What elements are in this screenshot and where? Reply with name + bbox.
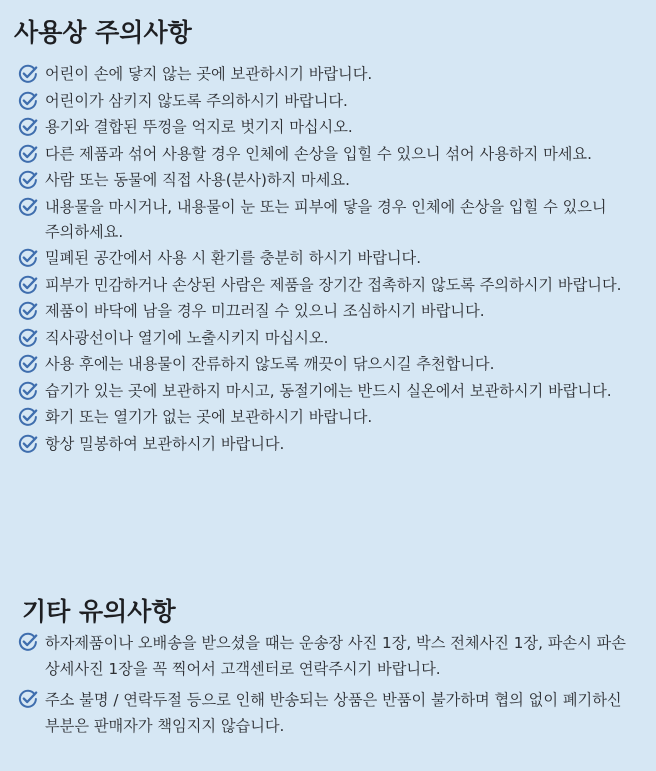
list-item <box>18 168 650 193</box>
section-title-precautions: 사용상 주의사항 <box>14 18 192 47</box>
list-item <box>18 142 650 167</box>
list-item <box>18 405 650 430</box>
precautions-list <box>18 62 650 458</box>
list-item-text: 항상 밀봉하여 보관하시기 바랍니다. <box>45 434 285 453</box>
list-item-text: 주소 불명 / 연락두절 등으로 인해 반송되는 상품은 반품이 불가하며 협의 없이 폐기하신 부분은 판매자가 책임지지 않습니다. <box>45 691 622 735</box>
check-circle-icon <box>18 328 38 348</box>
check-circle-icon <box>18 170 38 190</box>
list-item-text: 직사광선이나 열기에 노출시키지 마십시오. <box>45 328 329 347</box>
list-item-text: 습기가 있는 곳에 보관하지 마시고, 동절기에는 반드시 실온에서 보관하시기 바랍니다. <box>45 381 612 400</box>
list-item-text: 다른 제품과 섞어 사용할 경우 인체에 손상을 입힐 수 있으니 섞어 사용하지 마세요. <box>45 144 592 163</box>
check-circle-icon <box>18 64 38 84</box>
list-item <box>18 687 650 739</box>
check-circle-icon <box>18 275 38 295</box>
list-item-text: 사용 후에는 내용물이 잔류하지 않도록 깨끗이 닦으시길 추천합니다. <box>45 355 495 373</box>
check-circle-icon <box>18 117 38 137</box>
list-item <box>18 195 650 245</box>
list-item-text: 어린이 손에 닿지 않는 곳에 보관하시기 바랍니다. <box>45 65 373 83</box>
check-circle-icon <box>18 632 38 652</box>
check-circle-icon <box>18 407 38 427</box>
list-item <box>18 89 650 114</box>
list-item <box>18 352 650 377</box>
check-circle-icon <box>18 381 38 401</box>
list-item-text: 어린이가 삼키지 않도록 주의하시기 바랍니다. <box>45 91 348 110</box>
list-item <box>18 432 650 457</box>
check-circle-icon <box>18 434 38 454</box>
list-item-text: 사람 또는 동물에 직접 사용(분사)하지 마세요. <box>45 171 350 189</box>
check-circle-icon <box>18 301 38 321</box>
list-item <box>18 379 650 404</box>
list-item <box>18 115 650 140</box>
list-item <box>18 62 650 87</box>
check-circle-icon <box>18 354 38 374</box>
list-item <box>18 299 650 324</box>
list-item-text: 제품이 바닥에 남을 경우 미끄러질 수 있으니 조심하시기 바랍니다. <box>45 302 485 320</box>
list-item <box>18 246 650 271</box>
other-notes-list <box>18 630 650 744</box>
list-item <box>18 273 650 298</box>
list-item-text: 밀폐된 공간에서 사용 시 환기를 충분히 하시기 바랍니다. <box>45 249 422 267</box>
check-circle-icon <box>18 91 38 111</box>
list-item-text: 용기와 결합된 뚜껑을 억지로 벗기지 마십시오. <box>45 118 353 136</box>
check-circle-icon <box>18 689 38 709</box>
section-title-other-notes: 기타 유의사항 <box>22 597 176 626</box>
list-item-text: 피부가 민감하거나 손상된 사람은 제품을 장기간 접촉하지 않도록 주의하시기 바랍니다. <box>45 275 622 294</box>
check-circle-icon <box>18 248 38 268</box>
list-item <box>18 630 650 682</box>
list-item-text: 내용물을 마시거나, 내용물이 눈 또는 피부에 닿을 경우 인체에 손상을 입힐 수 있으니 주의하세요. <box>45 197 607 241</box>
list-item-text: 화기 또는 열기가 없는 곳에 보관하시기 바랍니다. <box>45 408 373 426</box>
check-circle-icon <box>18 197 38 217</box>
check-circle-icon <box>18 144 38 164</box>
list-item-text: 하자제품이나 오배송을 받으셨을 때는 운송장 사진 1장, 박스 전체사진 1장, 파손시 파손 상세사진 1장을 꼭 찍어서 고객센터로 연락주시기 바랍니다. <box>45 634 626 678</box>
list-item <box>18 326 650 351</box>
